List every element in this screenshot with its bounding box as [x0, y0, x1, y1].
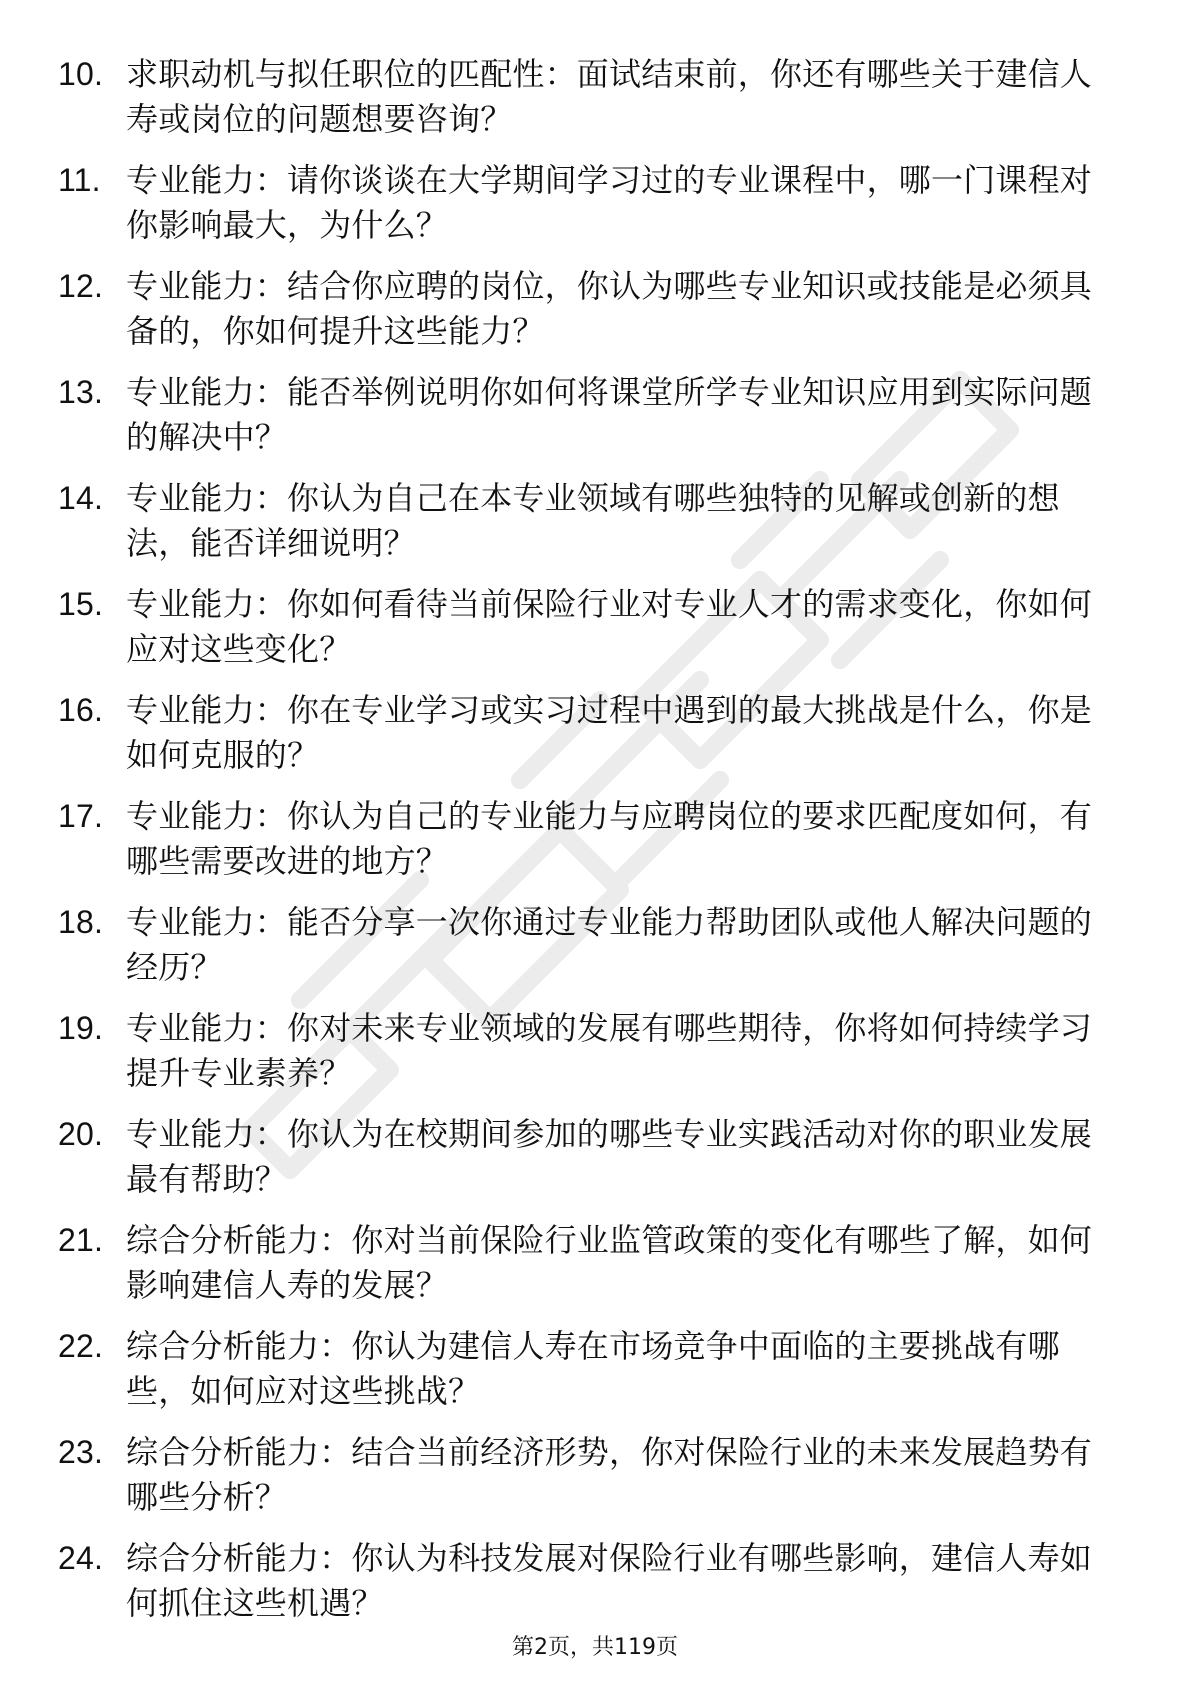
question-number: 17.: [58, 798, 104, 834]
question-item-14: [58, 476, 1118, 566]
question-item-23: [58, 1430, 1118, 1520]
question-item-24: [58, 1536, 1118, 1626]
question-number: 21.: [58, 1222, 104, 1258]
question-item-11: [58, 158, 1118, 248]
question-number: 11.: [58, 162, 101, 198]
question-text: 专业能力：能否举例说明你如何将课堂所学专业知识应用到实际问题的解决中？: [126, 373, 1093, 456]
question-number: 12.: [58, 268, 104, 304]
question-number: 19.: [58, 1010, 104, 1046]
question-text: 专业能力：你认为自己的专业能力与应聘岗位的要求匹配度如何，有哪些需要改进的地方？: [126, 797, 1093, 880]
question-number: 22.: [58, 1328, 104, 1364]
page-footer: 第2页，共119页: [512, 1635, 678, 1660]
question-number: 24.: [58, 1540, 104, 1576]
question-item-16: [58, 688, 1118, 778]
question-number: 13.: [58, 374, 104, 410]
question-item-22: [58, 1324, 1118, 1414]
question-text: 综合分析能力：结合当前经济形势，你对保险行业的未来发展趋势有哪些分析？: [126, 1433, 1093, 1516]
question-text: 专业能力：请你谈谈在大学期间学习过的专业课程中，哪一门课程对你影响最大，为什么？: [126, 161, 1093, 244]
question-text: 求职动机与拟任职位的匹配性：面试结束前，你还有哪些关于建信人寿或岗位的问题想要咨询？: [126, 55, 1093, 138]
question-number: 14.: [58, 480, 104, 516]
question-list: [58, 52, 1118, 1642]
question-item-20: [58, 1112, 1118, 1202]
question-text: 专业能力：你认为自己在本专业领域有哪些独特的见解或创新的想法，能否详细说明？: [126, 479, 1060, 562]
question-item-18: [58, 900, 1118, 990]
question-item-12: [58, 264, 1118, 354]
question-number: 10.: [58, 56, 104, 92]
question-text: 专业能力：能否分享一次你通过专业能力帮助团队或他人解决问题的经历？: [126, 903, 1093, 986]
question-number: 16.: [58, 692, 104, 728]
question-item-15: [58, 582, 1118, 672]
question-item-19: [58, 1006, 1118, 1096]
question-item-13: [58, 370, 1118, 460]
question-number: 18.: [58, 904, 104, 940]
question-text: 专业能力：你如何看待当前保险行业对专业人才的需求变化，你如何应对这些变化？: [126, 585, 1093, 668]
question-text: 综合分析能力：你对当前保险行业监管政策的变化有哪些了解，如何影响建信人寿的发展？: [126, 1221, 1093, 1304]
question-number: 20.: [58, 1116, 104, 1152]
question-text: 综合分析能力：你认为建信人寿在市场竞争中面临的主要挑战有哪些，如何应对这些挑战？: [126, 1327, 1060, 1410]
question-item-10: [58, 52, 1118, 142]
question-item-21: [58, 1218, 1118, 1308]
question-text: 专业能力：结合你应聘的岗位，你认为哪些专业知识或技能是必须具备的，你如何提升这些能力？: [126, 267, 1093, 350]
question-number: 15.: [58, 586, 104, 622]
question-number: 23.: [58, 1434, 104, 1470]
question-text: 综合分析能力：你认为科技发展对保险行业有哪些影响，建信人寿如何抓住这些机遇？: [126, 1539, 1093, 1622]
question-text: 专业能力：你认为在校期间参加的哪些专业实践活动对你的职业发展最有帮助？: [126, 1115, 1093, 1198]
question-text: 专业能力：你在专业学习或实习过程中遇到的最大挑战是什么，你是如何克服的？: [126, 691, 1093, 774]
question-item-17: [58, 794, 1118, 884]
question-text: 专业能力：你对未来专业领域的发展有哪些期待，你将如何持续学习提升专业素养？: [126, 1009, 1093, 1092]
